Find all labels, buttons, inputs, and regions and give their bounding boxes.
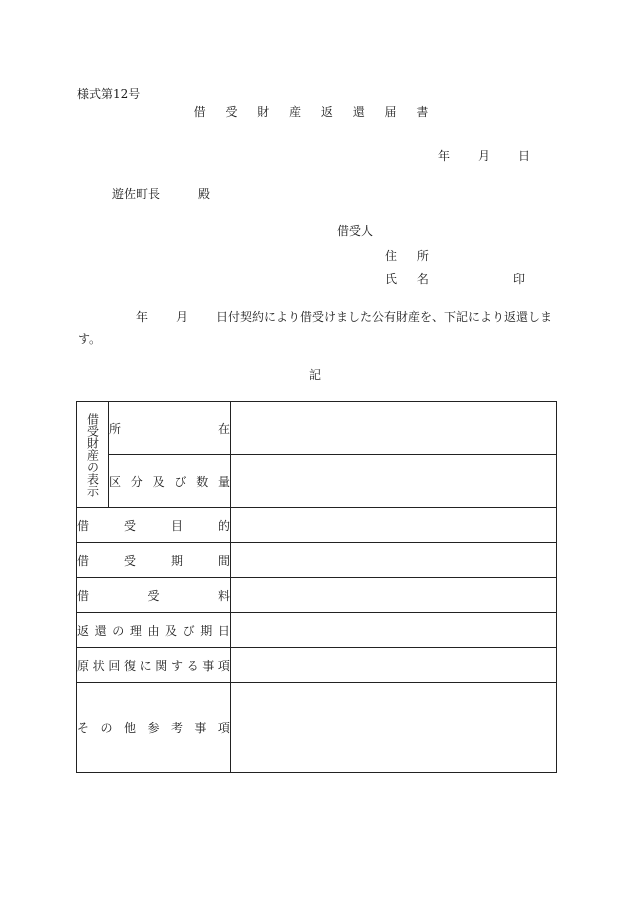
label-char: す [170, 658, 183, 673]
label-char: 受 [147, 588, 160, 603]
label-char: び [182, 623, 195, 638]
purpose-value[interactable] [231, 508, 557, 543]
label-char: 事 [194, 721, 207, 735]
label-char: 事 [202, 658, 215, 673]
date-line [438, 147, 530, 164]
period-label [77, 543, 231, 578]
location-label [109, 402, 231, 455]
body-text [78, 306, 556, 350]
label-char: 由 [147, 623, 160, 638]
recipient: 遊佐町長 [112, 187, 161, 201]
label-char: る [186, 658, 199, 673]
label-char: 及 [152, 474, 165, 489]
document-title: 借 受 財 産 返 還 届 書 [193, 105, 437, 119]
table-row [77, 683, 557, 773]
label-char: 期 [200, 623, 213, 638]
label-char: 期 [170, 553, 183, 568]
date-year: 年 [438, 149, 451, 163]
date-day: 日 [518, 149, 531, 163]
other-value[interactable] [231, 683, 557, 773]
period-value[interactable] [231, 543, 557, 578]
label-char: の [112, 623, 125, 638]
label-char: 返 [77, 623, 90, 638]
label-char: 所 [109, 421, 122, 436]
reason-label [77, 613, 231, 648]
table-row [77, 508, 557, 543]
label-char: 項 [217, 658, 230, 673]
honorific: 殿 [198, 187, 211, 201]
label-char: 的 [217, 518, 230, 533]
label-char: 理 [129, 623, 142, 638]
label-char: 在 [217, 421, 230, 436]
label-char: 項 [217, 721, 230, 735]
restoration-label [77, 648, 231, 683]
label-char: 状 [92, 658, 105, 673]
other-label [77, 683, 231, 773]
label-char: 還 [94, 623, 107, 638]
label-char: 考 [170, 721, 183, 735]
label-char: 料 [217, 588, 230, 603]
group-label: 借受財産の表示 [77, 402, 109, 508]
label-char: 分 [130, 474, 143, 489]
label-char: 参 [147, 721, 160, 735]
table-row [77, 613, 557, 648]
name-label: 氏 名 [385, 272, 437, 286]
label-char: 回 [108, 658, 121, 673]
label-char: に [139, 658, 152, 673]
label-char: 目 [170, 518, 183, 533]
restoration-value[interactable] [231, 648, 557, 683]
body-sentence: 日付契約により借受けました公有財産を、下記により返還します。 [78, 310, 553, 346]
body-month: 月 [176, 310, 189, 324]
seal-mark: 印 [513, 272, 526, 286]
table-row [77, 455, 557, 508]
label-char: 区 [109, 474, 122, 489]
category-quantity-value[interactable] [231, 455, 557, 508]
label-char: び [174, 474, 187, 489]
label-char: 受 [123, 518, 136, 533]
property-table [76, 401, 557, 773]
label-char: 他 [123, 721, 136, 735]
date-month: 月 [478, 149, 491, 163]
category-quantity-label [109, 455, 231, 508]
label-char: 復 [123, 658, 136, 673]
label-char: 借 [77, 588, 90, 603]
label-char: 借 [77, 553, 90, 568]
label-char: 日 [217, 623, 230, 638]
label-char: 受 [123, 553, 136, 568]
label-char: 量 [217, 474, 230, 489]
table-row [77, 402, 557, 455]
table-row [77, 543, 557, 578]
purpose-label [77, 508, 231, 543]
address-label: 住 所 [385, 249, 437, 263]
ki-heading: 記 [308, 368, 321, 382]
table-row [77, 578, 557, 613]
form-number: 様式第12号 [77, 87, 141, 101]
label-char: 及 [165, 623, 178, 638]
label-char: 間 [217, 553, 230, 568]
label-char: 数 [196, 474, 209, 489]
addressee [112, 185, 210, 202]
body-year: 年 [136, 310, 149, 324]
table-row [77, 648, 557, 683]
fee-label [77, 578, 231, 613]
label-char: 関 [155, 658, 168, 673]
borrower-label: 借受人 [337, 224, 374, 238]
reason-value[interactable] [231, 613, 557, 648]
fee-value[interactable] [231, 578, 557, 613]
location-value[interactable] [231, 402, 557, 455]
label-char: の [100, 721, 113, 735]
label-char: 原 [77, 658, 90, 673]
label-char: 借 [77, 518, 90, 533]
label-char: そ [77, 721, 90, 735]
